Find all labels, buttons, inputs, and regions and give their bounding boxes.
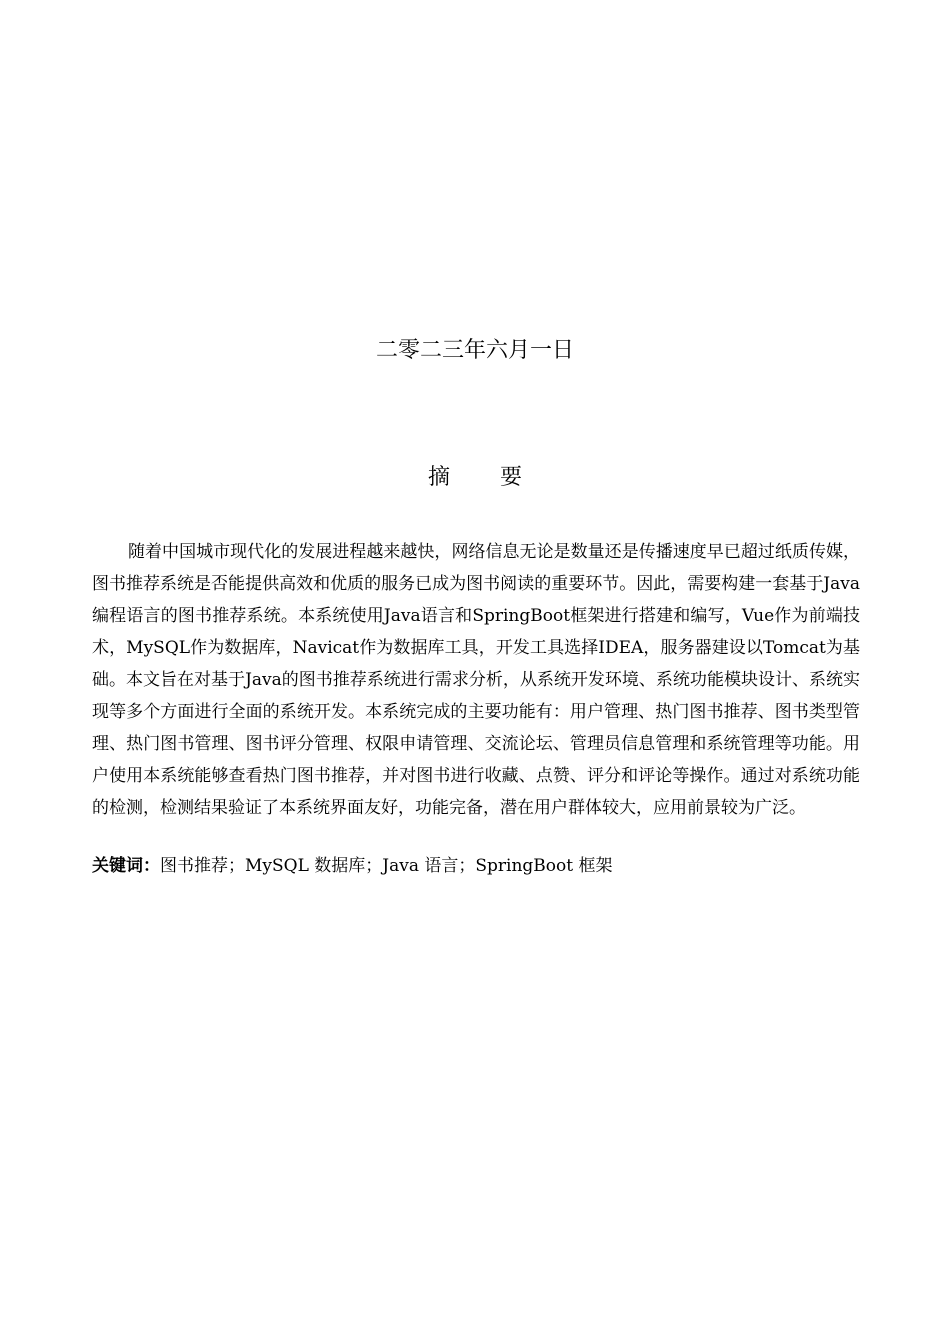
keywords-line (92, 852, 860, 880)
abstract-heading-char-1: 摘 (427, 465, 450, 490)
abstract-heading (0, 462, 950, 494)
keywords-label: 关键词： (92, 856, 160, 876)
keywords-value: 图书推荐；MySQL 数据库；Java 语言；SpringBoot 框架 (160, 856, 613, 876)
abstract-body: 随着中国城市现代化的发展进程越来越快，网络信息无论是数量还是传播速度早已超过纸质传媒，图书推荐系统是否能提供高效和优质的服务已成为图书阅读的重要环节。因此，需要构建一套基于Java编程语言的图书推荐系统。本系统使用Java语言和SpringBoot框架进行搭建和编写，Vue作为前端技术，MySQL作为数据库，Navicat作为数据库工具，开发工具选择IDEA，服务器建设以Tomcat为基础。本文旨在对基于Java的图书推荐系统进行需求分析，从系统开发环境、系统功能模块设计、系统实现等多个方面进行全面的系统开发。本系统完成的主要功能有：用户管理、热门图书推荐、图书类型管理、热门图书管理、图书评分管理、权限申请管理、交流论坛、管理员信息管理和系统管理等功能。用户使用本系统能够查看热门图书推荐，并对图书进行收藏、点赞、评分和评论等操作。通过对系统功能的检测，检测结果验证了本系统界面友好，功能完备，潜在用户群体较大，应用前景较为广泛。 (92, 542, 860, 818)
cover-date: 二零二三年六月一日 (375, 338, 574, 363)
abstract-heading-char-2: 要 (500, 465, 523, 490)
